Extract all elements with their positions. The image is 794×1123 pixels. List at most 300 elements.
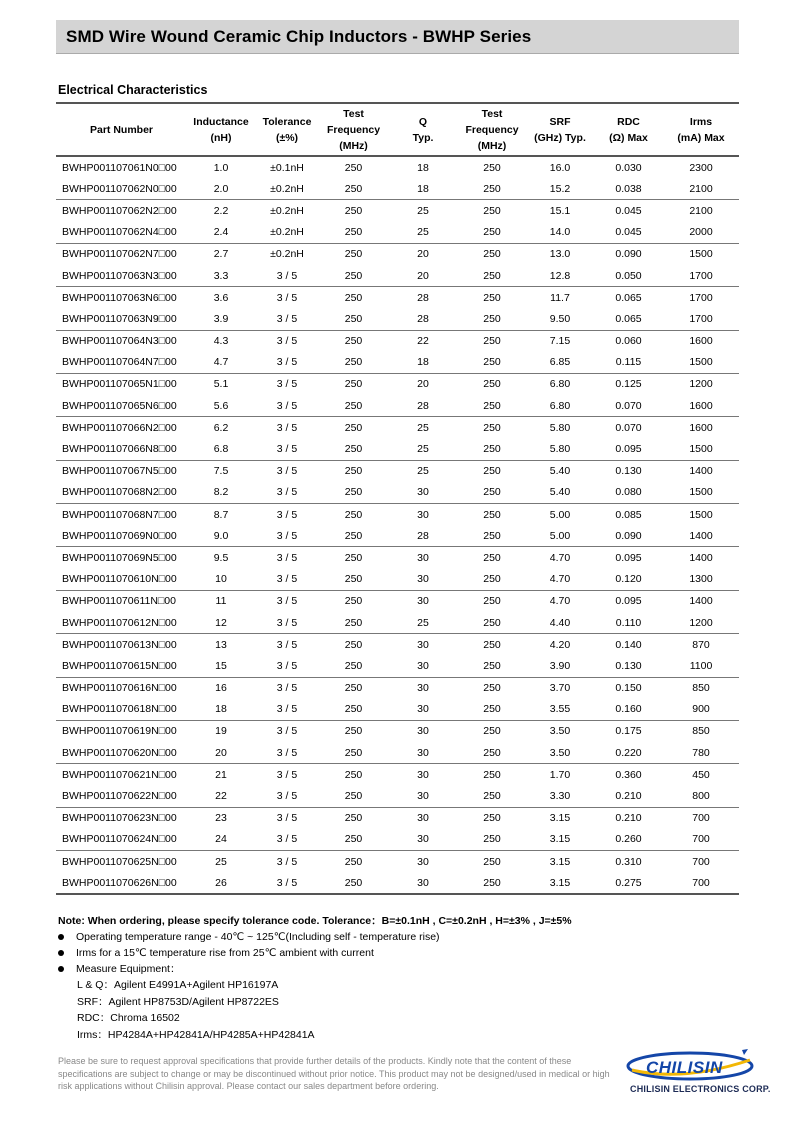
table-cell: 250 (344, 855, 363, 868)
equipment-item: Irms：HP4284A+HP42841A/HP4285A+HP42841A (77, 1028, 315, 1041)
table-cell: 0.275 (594, 872, 663, 894)
part-number-cell: BWHP001107068N2□00 (56, 482, 187, 504)
table-cell: 0.030 (615, 161, 642, 174)
table-cell: 250 (344, 335, 363, 348)
part-number-cell: BWHP0011070620N□00 (56, 742, 187, 764)
document-title: SMD Wire Wound Ceramic Chip Inductors - BWHP Series (66, 27, 532, 46)
table-cell: 14.0 (526, 222, 594, 244)
table-cell: 3 / 5 (255, 438, 319, 460)
table-cell: 700 (663, 829, 739, 851)
table-cell: 3 / 5 (276, 855, 298, 868)
table-row (56, 872, 739, 894)
table-cell: 30 (388, 872, 458, 894)
table-cell: 25 (215, 855, 227, 868)
table-cell: 250 (344, 161, 363, 174)
table-cell: 250 (458, 699, 526, 721)
table-cell: 250 (344, 595, 363, 608)
table-cell: 250 (483, 421, 501, 434)
table-cell: ±0.2nH (255, 178, 319, 200)
table-cell: 5.00 (526, 525, 594, 547)
part-number-cell: BWHP001107062N2□00 (62, 204, 177, 217)
table-row (56, 785, 739, 807)
table-cell: 6.80 (526, 395, 594, 417)
table-row (56, 200, 739, 222)
table-row (56, 482, 739, 504)
table-cell: 22 (187, 785, 255, 807)
table-cell: 0.085 (615, 508, 642, 521)
table-cell: 3.15 (549, 812, 571, 825)
table-cell: 250 (319, 829, 388, 851)
table-cell: 3 / 5 (255, 872, 319, 894)
table-cell: 250 (483, 161, 501, 174)
table-cell: 3 / 5 (255, 569, 319, 591)
part-number-cell: BWHP0011070626N□00 (56, 872, 187, 894)
table-cell: 15 (187, 655, 255, 677)
table-cell: 250 (319, 699, 388, 721)
table-row (56, 547, 739, 569)
table-cell: 3.3 (187, 265, 255, 287)
column-header: Inductance (nH) (187, 103, 255, 156)
table-cell: 250 (483, 248, 501, 261)
table-cell: 1400 (689, 551, 713, 564)
table-cell: 23 (215, 812, 227, 825)
table-cell: 7.15 (549, 335, 571, 348)
table-cell: 18 (187, 699, 255, 721)
table-cell: 250 (319, 482, 388, 504)
part-number-cell: BWHP001107062N7□00 (62, 248, 177, 261)
table-cell: 3.30 (526, 785, 594, 807)
table-cell: 6.8 (187, 438, 255, 460)
part-number-cell: BWHP001107065N1□00 (62, 378, 177, 391)
table-cell: 0.220 (594, 742, 663, 764)
table-cell: 0.065 (615, 291, 642, 304)
table-row (56, 438, 739, 460)
part-number-cell: BWHP0011070621N□00 (62, 768, 177, 781)
part-number-cell: BWHP0011070625N□00 (62, 855, 177, 868)
table-cell: 11.7 (550, 291, 570, 304)
table-cell: 250 (344, 378, 363, 391)
note-bullet-text: Measure Equipment： (76, 963, 181, 975)
part-number-cell: BWHP0011070611N□00 (62, 595, 176, 608)
table-cell: 4.40 (526, 612, 594, 634)
table-cell: 700 (692, 855, 710, 868)
table-cell: 30 (388, 482, 458, 504)
column-header: Test Frequency (MHz) (319, 103, 388, 156)
table-cell: 3 / 5 (255, 829, 319, 851)
table-cell: 25 (417, 204, 429, 217)
table-cell: 0.125 (615, 378, 642, 391)
table-cell: 250 (344, 465, 363, 478)
table-cell: 7.5 (213, 465, 229, 478)
table-cell: 5.1 (213, 378, 229, 391)
table-cell: 250 (319, 265, 388, 287)
table-row (56, 178, 739, 200)
table-cell: 0.160 (594, 699, 663, 721)
column-header: SRF (GHz) Typ. (526, 103, 594, 156)
table-cell: 28 (388, 525, 458, 547)
table-cell: 0.038 (594, 178, 663, 200)
table-cell: 25 (388, 612, 458, 634)
table-cell: 250 (344, 682, 363, 695)
part-number-cell: BWHP001107061N0□00 (62, 161, 177, 174)
table-cell: 250 (344, 421, 363, 434)
table-cell: 250 (319, 785, 388, 807)
table-cell: 3 / 5 (276, 335, 298, 348)
table-cell: 250 (319, 525, 388, 547)
table-cell: 30 (417, 682, 429, 695)
table-cell: 18 (388, 352, 458, 374)
table-cell: 1600 (663, 395, 739, 417)
table-cell: 0.130 (615, 465, 642, 478)
part-number-cell: BWHP0011070624N□00 (56, 829, 187, 851)
table-cell: 3 / 5 (255, 482, 319, 504)
part-number-cell: BWHP001107063N9□00 (56, 308, 187, 330)
table-cell: 250 (319, 222, 388, 244)
ordering-note: Note: When ordering, please specify tolerance code. Tolerance：B=±0.1nH , C=±0.2nH , H=±3% , J=±5% (58, 915, 572, 927)
table-cell: ±0.1nH (270, 161, 304, 174)
table-cell: 250 (319, 742, 388, 764)
table-row (56, 330, 739, 352)
table-row (56, 764, 739, 786)
table-cell: 700 (692, 812, 710, 825)
table-cell: 30 (417, 725, 429, 738)
table-cell: 9.50 (526, 308, 594, 330)
table-cell: 30 (417, 855, 429, 868)
table-cell: 250 (458, 655, 526, 677)
table-cell: 0.110 (594, 612, 663, 634)
table-cell: 0.045 (615, 204, 642, 217)
table-row (56, 569, 739, 591)
table-cell: 0.090 (594, 525, 663, 547)
table-cell: 3 / 5 (276, 378, 298, 391)
table-cell: 0.360 (615, 768, 642, 781)
table-cell: 250 (344, 638, 363, 651)
table-cell: 9.5 (213, 551, 229, 564)
table-cell: 0.060 (615, 335, 642, 348)
table-cell: 250 (458, 525, 526, 547)
table-cell: 1500 (663, 438, 739, 460)
table-cell: 250 (483, 291, 501, 304)
table-cell: 250 (458, 308, 526, 330)
logo-wordmark: CHILISIN (646, 1058, 723, 1077)
table-cell: 250 (483, 508, 501, 521)
table-row (56, 352, 739, 374)
table-cell: 250 (319, 438, 388, 460)
table-row (56, 287, 739, 309)
table-cell: 0.130 (594, 655, 663, 677)
table-cell: 3 / 5 (276, 465, 298, 478)
table-cell: 0.090 (615, 248, 642, 261)
table-cell: 3 / 5 (255, 612, 319, 634)
table-cell: 250 (483, 725, 501, 738)
table-row (56, 156, 739, 178)
part-number-cell: BWHP0011070619N□00 (62, 725, 177, 738)
equipment-item: L & Q：Agilent E4991A+Agilent HP16197A (77, 979, 279, 991)
table-cell: 0.070 (594, 395, 663, 417)
company-name: CHILISIN ELECTRONICS CORP. (630, 1084, 771, 1094)
table-cell: 0.045 (594, 222, 663, 244)
table-cell: 30 (417, 508, 429, 521)
table-cell: 13.0 (549, 248, 571, 261)
part-number-cell: BWHP001107062N4□00 (56, 222, 187, 244)
table-cell: 30 (388, 569, 458, 591)
table-cell: 1.70 (549, 768, 571, 781)
table-cell: 870 (692, 638, 710, 651)
table-cell: 10 (187, 569, 255, 591)
part-number-cell: BWHP0011070612N□00 (56, 612, 187, 634)
table-cell: 250 (344, 725, 363, 738)
table-cell: 250 (458, 482, 526, 504)
table-cell: 700 (663, 872, 739, 894)
table-cell: 1400 (663, 525, 739, 547)
table-cell: 3.15 (549, 855, 571, 868)
table-cell: 6.2 (213, 421, 229, 434)
table-cell: 0.095 (594, 438, 663, 460)
table-cell: 780 (663, 742, 739, 764)
table-cell: 25 (388, 438, 458, 460)
column-header: RDC (Ω) Max (594, 103, 663, 156)
table-cell: 0.210 (594, 785, 663, 807)
table-body (56, 156, 739, 894)
table-cell: 5.00 (549, 508, 571, 521)
table-cell: 3.15 (526, 829, 594, 851)
table-cell: 0.150 (615, 682, 642, 695)
table-cell: 0.065 (594, 308, 663, 330)
table-cell: 3 / 5 (255, 655, 319, 677)
table-row (56, 590, 739, 612)
section-title: Electrical Characteristics (58, 83, 208, 97)
table-cell: 3.70 (549, 682, 571, 695)
table-cell: 6.80 (549, 378, 571, 391)
table-cell: 13 (215, 638, 227, 651)
table-cell: 20 (187, 742, 255, 764)
table-cell: 250 (483, 465, 501, 478)
table-cell: 250 (458, 178, 526, 200)
table-cell: 800 (663, 785, 739, 807)
table-cell: 0.140 (615, 638, 642, 651)
table-cell: 28 (388, 308, 458, 330)
table-cell: 3.50 (549, 725, 571, 738)
table-cell: ±0.2nH (270, 248, 304, 261)
table-cell: 250 (344, 508, 363, 521)
table-cell: 250 (483, 335, 501, 348)
note-bullet-text: Irms for a 15℃ temperature rise from 25℃ ambient with current (76, 947, 374, 959)
table-cell: 250 (344, 812, 363, 825)
table-cell: 0.175 (615, 725, 642, 738)
table-cell: 0.095 (615, 551, 642, 564)
table-cell: 250 (319, 655, 388, 677)
bullet-dot-icon (58, 934, 64, 940)
table-cell: 2.7 (213, 248, 229, 261)
table-cell: 2300 (689, 161, 713, 174)
notes-bullet-list (58, 929, 440, 977)
table-cell: 15.2 (526, 178, 594, 200)
table-row (56, 655, 739, 677)
equipment-item: RDC：Chroma 16502 (77, 1012, 180, 1024)
note-bullet-item (58, 929, 440, 945)
footer-disclaimer: Please be sure to request approval specifications that provide further details of the products. Kindly note that the content of these specifications are subject to change or may be discontinued without prior notice. This product may not be designed/used in medical or high risk applications without Chilisin approval. Please contact our sales department before ordering. (58, 1056, 610, 1091)
table-cell: 1.0 (213, 161, 229, 174)
table-row (56, 395, 739, 417)
table-row (56, 612, 739, 634)
part-number-cell: BWHP001107063N6□00 (62, 291, 177, 304)
table-row (56, 504, 739, 526)
table-cell: ±0.2nH (270, 204, 304, 217)
part-number-cell: BWHP0011070618N□00 (56, 699, 187, 721)
column-header: Test Frequency (MHz) (458, 103, 526, 156)
table-cell: 18 (417, 161, 429, 174)
table-cell: 1500 (689, 248, 713, 261)
table-cell: 4.70 (549, 551, 571, 564)
table-cell: 0.070 (615, 421, 642, 434)
table-cell: 3 / 5 (255, 395, 319, 417)
part-number-cell: BWHP0011070613N□00 (62, 638, 177, 651)
table-cell: 5.40 (526, 482, 594, 504)
measure-equipment-list (77, 977, 315, 1043)
table-cell: 30 (417, 595, 429, 608)
part-number-cell: BWHP001107066N8□00 (56, 438, 187, 460)
part-number-cell: BWHP001107063N3□00 (56, 265, 187, 287)
table-cell: 6.85 (526, 352, 594, 374)
company-logo (624, 1048, 771, 1098)
table-cell: 3.15 (526, 872, 594, 894)
table-cell: 3 / 5 (276, 421, 298, 434)
table-cell: 250 (483, 551, 501, 564)
table-cell: 900 (663, 699, 739, 721)
table-cell: 30 (417, 812, 429, 825)
part-number-cell: BWHP0011070623N□00 (62, 812, 177, 825)
table-cell: 250 (319, 308, 388, 330)
table-cell: 1500 (689, 508, 713, 521)
table-cell: 1500 (663, 482, 739, 504)
table-cell: 16 (215, 682, 227, 695)
table-cell: 250 (458, 742, 526, 764)
table-cell: 25 (388, 222, 458, 244)
column-header: Tolerance (±%) (255, 103, 319, 156)
bullet-dot-icon (58, 950, 64, 956)
table-cell: 19 (215, 725, 227, 738)
table-cell: 250 (483, 682, 501, 695)
table-cell: 3.50 (526, 742, 594, 764)
table-cell: 3 / 5 (255, 265, 319, 287)
table-cell: 8.7 (213, 508, 229, 521)
table-row (56, 308, 739, 330)
table-row (56, 807, 739, 829)
table-cell: 21 (215, 768, 227, 781)
table-cell: 250 (458, 872, 526, 894)
table-row (56, 460, 739, 482)
table-cell: 250 (458, 395, 526, 417)
table-cell: 3 / 5 (276, 682, 298, 695)
table-cell: 1200 (663, 612, 739, 634)
table-row (56, 222, 739, 244)
table-cell: 1400 (689, 595, 713, 608)
table-cell: 4.3 (213, 335, 229, 348)
table-cell: 3 / 5 (276, 291, 298, 304)
table-cell: 5.40 (549, 465, 571, 478)
table-cell: 250 (458, 222, 526, 244)
table-cell: 1600 (689, 421, 713, 434)
table-cell: 30 (388, 829, 458, 851)
table-cell: 250 (319, 178, 388, 200)
table-cell: 3 / 5 (255, 785, 319, 807)
table-cell: 30 (417, 638, 429, 651)
table-row (56, 851, 739, 873)
table-cell: 30 (417, 551, 429, 564)
table-cell: 250 (483, 378, 501, 391)
table-cell: 30 (388, 785, 458, 807)
part-number-cell: BWHP001107066N2□00 (62, 421, 177, 434)
table-cell: 3 / 5 (276, 638, 298, 651)
table-cell: 9.0 (187, 525, 255, 547)
table-cell: 3 / 5 (276, 725, 298, 738)
table-cell: 1500 (663, 352, 739, 374)
part-number-cell: BWHP001107064N7□00 (56, 352, 187, 374)
table-cell: 250 (344, 248, 363, 261)
table-cell: 25 (417, 465, 429, 478)
table-cell: 4.7 (187, 352, 255, 374)
table-cell: 4.70 (549, 595, 571, 608)
table-cell: 12.8 (526, 265, 594, 287)
table-cell: 250 (483, 638, 501, 651)
table-row (56, 699, 739, 721)
table-cell: 250 (319, 352, 388, 374)
table-cell: 3.55 (526, 699, 594, 721)
table-cell: 2000 (663, 222, 739, 244)
table-cell: 12 (187, 612, 255, 634)
table-cell: 0.080 (594, 482, 663, 504)
table-cell: 30 (388, 655, 458, 677)
table-cell: 3 / 5 (255, 742, 319, 764)
table-cell: 26 (187, 872, 255, 894)
table-cell: 30 (417, 768, 429, 781)
column-header: Q Typ. (388, 103, 458, 156)
table-cell: 0.260 (594, 829, 663, 851)
table-row (56, 829, 739, 851)
table-cell: 250 (344, 204, 363, 217)
table-cell: 5.6 (187, 395, 255, 417)
table-cell: 250 (319, 872, 388, 894)
table-cell: 1300 (663, 569, 739, 591)
table-cell: 0.095 (615, 595, 642, 608)
table-row (56, 742, 739, 764)
table-cell: 2.2 (213, 204, 229, 217)
table-cell: 250 (458, 569, 526, 591)
table-cell: 25 (417, 421, 429, 434)
table-cell: 18 (388, 178, 458, 200)
table-cell: 28 (417, 291, 429, 304)
table-cell: 2.0 (187, 178, 255, 200)
part-number-cell: BWHP001107069N5□00 (62, 551, 177, 564)
part-number-cell: BWHP0011070610N□00 (56, 569, 187, 591)
table-cell: 1200 (689, 378, 713, 391)
part-number-cell: BWHP001107067N5□00 (62, 465, 177, 478)
table-cell: 2.4 (187, 222, 255, 244)
part-number-cell: BWHP001107062N0□00 (56, 178, 187, 200)
table-row (56, 373, 739, 395)
table-cell: 8.2 (187, 482, 255, 504)
table-cell: 24 (187, 829, 255, 851)
table-cell: 0.115 (594, 352, 663, 374)
table-cell: 1100 (663, 655, 739, 677)
table-cell: 20 (417, 378, 429, 391)
table-cell: 5.80 (526, 438, 594, 460)
table-row (56, 243, 739, 265)
table-cell: 250 (344, 551, 363, 564)
part-number-cell: BWHP0011070622N□00 (56, 785, 187, 807)
table-cell: 250 (458, 352, 526, 374)
table-cell: 0.120 (594, 569, 663, 591)
